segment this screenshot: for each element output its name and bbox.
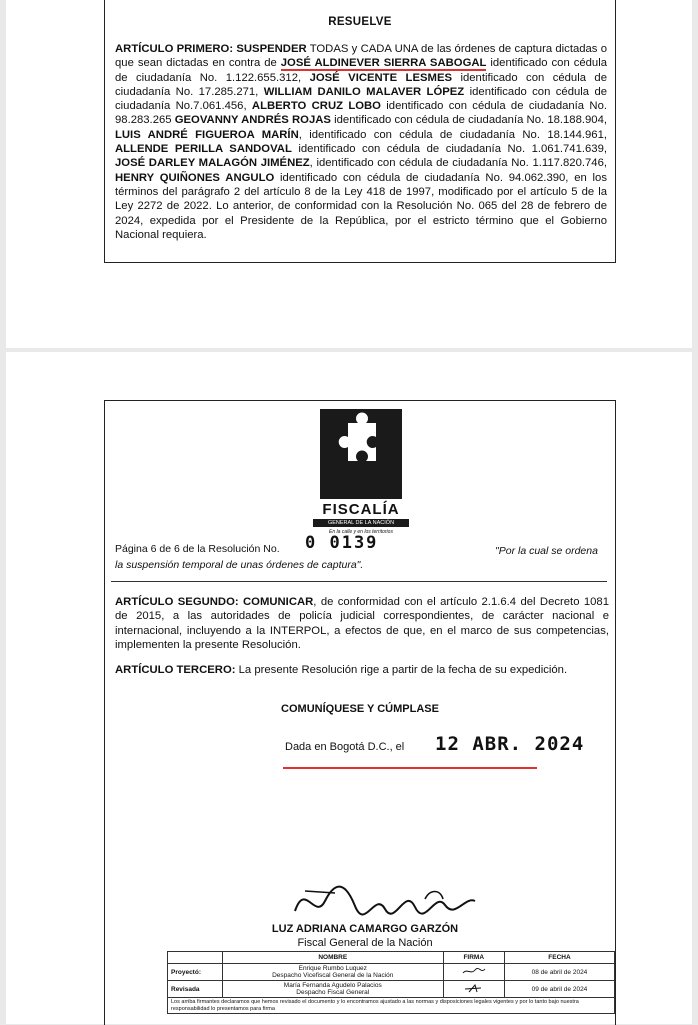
person-name: GEOVANNY ANDRÉS ROJAS bbox=[174, 114, 331, 127]
row-role: Revisada bbox=[168, 981, 223, 998]
row-date: 08 de abril de 2024 bbox=[504, 964, 614, 981]
article-one-text: identificado con cédula de ciudadanía No. 18.188.904, bbox=[330, 114, 608, 127]
row-role: Proyectó: bbox=[168, 964, 223, 981]
article-two bbox=[115, 595, 609, 653]
person-name: WILLIAM DANILO MALAVER LÓPEZ bbox=[263, 85, 465, 98]
review-table bbox=[167, 951, 615, 1014]
closing-formula: COMUNÍQUESE Y CÚMPLASE bbox=[281, 703, 439, 715]
row-name bbox=[223, 964, 444, 981]
article-two-text: , de conformidad con el artículo 2.1.6.4 del Decreto 1081 de 2015, a las autoridades de policía judicial correspondientes, de carácter nacional e internacional, incluyendo a la INTERPOL, a efectos de que, en el marco de sus competencias, implementen la presente Resolución. bbox=[115, 596, 609, 652]
article-one-text: identificado con cédula de ciudadanía No. 17.285.271, bbox=[115, 71, 607, 98]
article-one-text: identificado con cédula de ciudadanía No. 1.061.741.639, bbox=[291, 143, 607, 156]
name-highlighted: JOSÉ ALDINEVER SIERRA SABOGAL bbox=[280, 57, 487, 70]
resolution-subject-a: "Por la cual se ordena bbox=[495, 545, 598, 557]
table-disclaimer: Los arriba firmantes declaramos que hemos revisado el documento y lo encontramos ajustado a las normas y disposiciones legales vigentes y por lo tanto bajo nuestra responsabilidad lo presentamos para firma bbox=[168, 998, 615, 1014]
logo-wordmark: FISCALÍA bbox=[322, 501, 400, 518]
row-signature bbox=[443, 981, 504, 998]
page-border bbox=[104, 400, 616, 1025]
header-date: FECHA bbox=[504, 952, 614, 964]
resolution-number: 0 0139 bbox=[305, 533, 379, 553]
handwritten-signature bbox=[285, 871, 485, 931]
article-one-text: , identificado con cédula de ciudadanía No. 1.117.820.746, bbox=[309, 157, 608, 170]
article-one-text: identificado con cédula de ciudadanía No. 98.283.265 bbox=[115, 100, 607, 127]
person-name: LUIS ANDRÉ FIGUEROA MARÍN bbox=[115, 128, 299, 141]
page-border bbox=[104, 0, 616, 263]
table-row bbox=[168, 981, 615, 998]
date-underline bbox=[283, 767, 537, 769]
article-three-text: La presente Resolución rige a partir de la fecha de su expedición. bbox=[235, 664, 568, 676]
person-name: JOSÉ DARLEY MALAGÓN JIMÉNEZ bbox=[115, 157, 310, 170]
row-person: Enrique Rumbo Luquez bbox=[298, 965, 367, 972]
article-three bbox=[115, 663, 609, 677]
logo-subtitle: GENERAL DE LA NACIÓN bbox=[313, 519, 409, 527]
issue-date-stamp: 12 ABR. 2024 bbox=[435, 733, 585, 755]
document-page-5 bbox=[6, 0, 692, 348]
signer-title: Fiscal General de la Nación bbox=[297, 937, 433, 949]
header-divider bbox=[111, 581, 607, 582]
article-one bbox=[115, 42, 607, 242]
table-header-row bbox=[168, 952, 615, 964]
article-two-label: ARTÍCULO SEGUNDO: COMUNICAR bbox=[115, 596, 314, 608]
person-name: ALBERTO CRUZ LOBO bbox=[251, 100, 381, 113]
row-office: Despacho Fiscal General bbox=[296, 989, 370, 996]
resolution-subject-b: la suspensión temporal de unas órdenes de captura". bbox=[115, 559, 364, 571]
article-one-text: TODAS y CADA UNA de las órdenes de captura dictadas o que sean dictadas en contra de bbox=[115, 43, 607, 70]
person-name: ALLENDE PERILLA SANDOVAL bbox=[115, 143, 292, 156]
initials-signature bbox=[461, 967, 487, 976]
header-signature: FIRMA bbox=[443, 952, 504, 964]
table-row bbox=[168, 964, 615, 981]
row-signature bbox=[443, 964, 504, 981]
table-note-row bbox=[168, 998, 615, 1014]
header-name: NOMBRE bbox=[223, 952, 444, 964]
given-at-label: Dada en Bogotá D.C., el bbox=[285, 741, 405, 753]
row-date: 09 de abril de 2024 bbox=[504, 981, 614, 998]
person-name: HENRY QUIÑONES ANGULO bbox=[115, 171, 275, 184]
row-name bbox=[223, 981, 444, 998]
article-one-label: ARTÍCULO PRIMERO: SUSPENDER bbox=[115, 43, 307, 55]
article-one-text: identificado con cédula de ciudadanía No.7.061.456, bbox=[115, 85, 608, 113]
article-one-text: , identificado con cédula de ciudadanía No. 18.144.961, bbox=[298, 128, 607, 141]
person-name: JOSÉ VICENTE LESMES bbox=[309, 71, 453, 84]
initials-signature bbox=[461, 984, 487, 993]
signer-name: LUZ ADRIANA CAMARGO GARZÓN bbox=[271, 923, 459, 935]
row-person: María Fernanda Agudelo Palacios bbox=[283, 982, 382, 989]
page-label: Página 6 de 6 de la Resolución No. bbox=[115, 543, 280, 555]
article-one-text: identificado con cédula de ciudadanía No. 94.062.390, en los términos del parágrafo 2 del artículo 8 de la Ley 418 de 1997, modificado por el artículo 5 de la Ley 2272 de 2022. Lo anterior, de conformidad con la Resolución No. 065 del 28 de febrero de 2024, expedida por el Presidente de la República, por el estricto término que el Gobierno Nacional requiera. bbox=[115, 171, 607, 241]
logo-tagline: En la calle y en los territorios bbox=[329, 529, 393, 535]
article-three-label: ARTÍCULO TERCERO: bbox=[115, 664, 236, 676]
row-office: Despacho Vicefiscal General de la Nación bbox=[272, 972, 394, 979]
article-one-text: identificado con cédula de ciudadanía No. 1.122.655.312, bbox=[115, 57, 607, 84]
resuelve-heading: RESUELVE bbox=[328, 16, 392, 28]
fiscalia-puzzle-logo-icon bbox=[320, 409, 402, 499]
document-page-6 bbox=[6, 352, 692, 1024]
